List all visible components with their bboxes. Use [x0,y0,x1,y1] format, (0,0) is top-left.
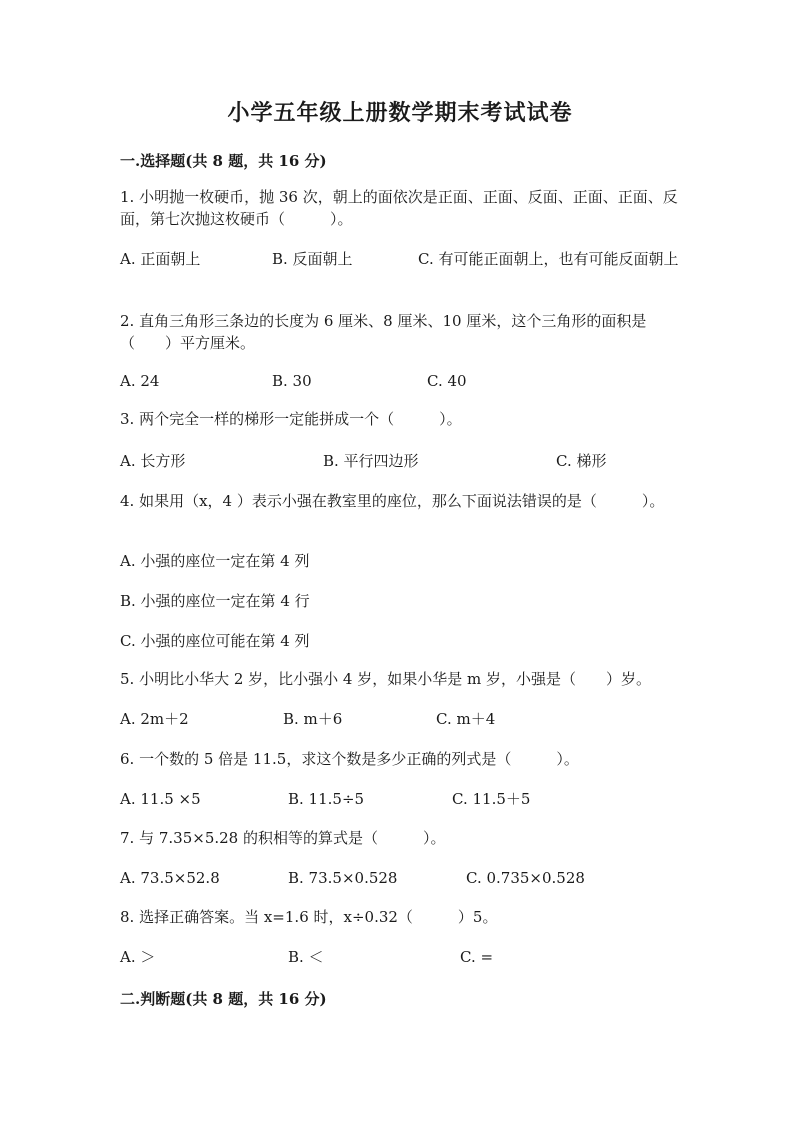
question-5: 5. 小明比小华大 2 岁，比小强小 4 岁，如果小华是 m 岁，小强是（ ）岁。 [120,670,652,688]
question-1: 1. 小明抛一枚硬币，抛 36 次，朝上的面依次是正面、正面、反面、正面、正面、反面，第七次抛这枚硬币（ ）。 [120,188,678,228]
q8-option-c: C. = [460,948,494,966]
question-4: 4. 如果用（x，4 ）表示小强在教室里的座位，那么下面说法错误的是（ ）。 [120,492,665,510]
q2-option-c: C. 40 [427,372,467,390]
section-heading-choice: 一.选择题(共 8 题，共 16 分) [120,152,327,170]
q5-option-b: B. m＋6 [283,710,343,728]
q2-option-b: B. 30 [272,372,312,390]
q5-option-c: C. m＋4 [436,710,496,728]
q1-option-a: A. 正面朝上 [120,250,201,268]
q4-option-c: C. 小强的座位可能在第 4 列 [120,632,310,650]
q7-option-c: C. 0.735×0.528 [466,869,585,887]
q6-option-c: C. 11.5＋5 [452,790,531,808]
q3-option-a: A. 长方形 [120,452,186,470]
q6-option-b: B. 11.5÷5 [288,790,365,808]
q3-option-c: C. 梯形 [556,452,607,470]
q7-option-a: A. 73.5×52.8 [120,869,220,887]
q6-option-a: A. 11.5 ×5 [120,790,201,808]
q5-option-a: A. 2m＋2 [120,710,189,728]
q3-option-b: B. 平行四边形 [323,452,419,470]
page-title: 小学五年级上册数学期末考试试卷 [227,100,573,126]
question-3: 3. 两个完全一样的梯形一定能拼成一个（ ）。 [120,410,462,428]
q1-option-c: C. 有可能正面朝上，也有可能反面朝上 [418,250,679,268]
q4-option-a: A. 小强的座位一定在第 4 列 [120,552,310,570]
q2-option-a: A. 24 [120,372,160,390]
q4-option-b: B. 小强的座位一定在第 4 行 [120,592,310,610]
question-2: 2. 直角三角形三条边的长度为 6 厘米、8 厘米、10 厘米，这个三角形的面积是（ ）平方厘米。 [120,312,647,352]
q8-option-a: A. ＞ [120,948,156,966]
question-7: 7. 与 7.35×5.28 的积相等的算式是（ ）。 [120,829,446,847]
question-6: 6. 一个数的 5 倍是 11.5，求这个数是多少正确的列式是（ ）。 [120,750,579,768]
q7-option-b: B. 73.5×0.528 [288,869,398,887]
section-heading-judgement: 二.判断题(共 8 题，共 16 分) [120,990,327,1008]
q8-option-b: B. ＜ [288,948,324,966]
q1-option-b: B. 反面朝上 [272,250,353,268]
question-8: 8. 选择正确答案。当 x=1.6 时，x÷0.32（ ）5。 [120,908,498,926]
